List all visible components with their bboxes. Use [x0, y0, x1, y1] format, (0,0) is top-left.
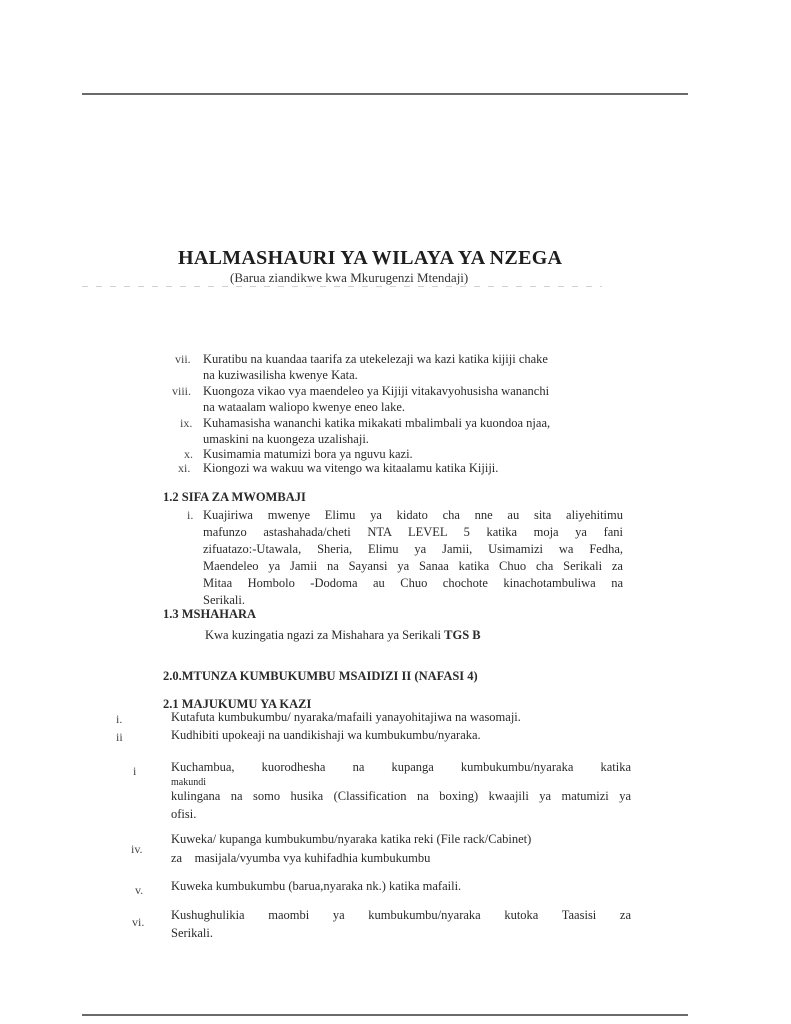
- list-item: Kudhibiti upokeaji na uandikishaji wa kumbukumbu/nyaraka.: [171, 728, 481, 742]
- scan-artifact-line: [82, 286, 602, 287]
- list-item: Kiongozi wa wakuu wa vitengo wa kitaalamu katika Kijiji.: [203, 461, 499, 475]
- section-heading: 2.1 MAJUKUMU YA KAZI: [163, 697, 312, 711]
- section-heading: 1.3 MSHAHARA: [163, 607, 257, 621]
- list-item: Kuchambua, kuorodhesha na kupanga kumbukumbu/nyaraka katika: [171, 760, 631, 774]
- list-item: Kusimamia matumizi bora ya nguvu kazi.: [203, 447, 413, 461]
- qualification-line: Maendeleo ya Jamii na Sayansi ya Sanaa katika Chuo cha Serikali za: [203, 559, 623, 573]
- qualification-line: Mitaa Hombolo -Dodoma au Chuo chochote kinachotambuliwa na: [203, 576, 623, 590]
- list-number: v.: [135, 883, 144, 897]
- list-item: Kuweka/ kupanga kumbukumbu/nyaraka katika reki (File rack/Cabinet): [171, 832, 532, 846]
- list-item: Kuhamasisha wananchi katika mikakati mbalimbali ya kuondoa njaa,: [203, 416, 551, 430]
- list-number: xi.: [178, 461, 191, 475]
- list-item-continuation: umaskini na kuongeza uzalishaji.: [203, 432, 369, 446]
- list-item: Kuratibu na kuandaa taarifa za utekelezaji wa kazi katika kijiji chake: [203, 352, 548, 366]
- salary-grade: TGS B: [444, 628, 481, 642]
- list-number: i.: [116, 712, 123, 726]
- list-item: Kutafuta kumbukumbu/ nyaraka/mafaili yanayohitajiwa na wasomaji.: [171, 710, 521, 724]
- list-item: Kushughulikia maombi ya kumbukumbu/nyaraka kutoka Taasisi za: [171, 908, 631, 922]
- list-item-continuation: Serikali.: [171, 926, 214, 940]
- qualification-line: Kuajiriwa mwenye Elimu ya kidato cha nne au sita aliyehitimu: [203, 508, 623, 522]
- list-number: vi.: [132, 915, 145, 929]
- list-number: viii.: [172, 384, 192, 398]
- list-number: ix.: [180, 416, 193, 430]
- list-item-continuation: za masijala/vyumba vya kuhifadhia kumbukumbu: [171, 851, 431, 865]
- qualification-line: mafunzo astashahada/cheti NTA LEVEL 5 katika moja ya fani: [203, 525, 623, 539]
- section-heading: 2.0.MTUNZA KUMBUKUMBU MSAIDIZI II (NAFASI 4): [163, 669, 478, 683]
- list-item-continuation: ofisi.: [171, 807, 197, 821]
- list-item-continuation: kulingana na somo husika (Classification na boxing) kwaajili ya matumizi ya: [171, 789, 631, 803]
- list-number: iv.: [131, 842, 143, 856]
- top-rule: [82, 93, 688, 95]
- list-number: i: [133, 764, 137, 778]
- qualification-line: Serikali.: [203, 593, 246, 607]
- section-heading: 1.2 SIFA ZA MWOMBAJI: [163, 490, 306, 504]
- list-item: Kuongoza vikao vya maendeleo ya Kijiji vitakavyohusisha wananchi: [203, 384, 550, 398]
- bottom-rule: [82, 1014, 688, 1016]
- list-item-continuation: na kuziwasilisha kwenye Kata.: [203, 368, 358, 382]
- list-item-continuation: makundi: [171, 777, 206, 788]
- document-subtitle: (Barua ziandikwe kwa Mkurugenzi Mtendaji): [230, 270, 469, 285]
- list-item-continuation: na wataalam waliopo kwenye eneo lake.: [203, 400, 405, 414]
- list-item: Kuweka kumbukumbu (barua,nyaraka nk.) katika mafaili.: [171, 879, 462, 893]
- qualification-line: zifuatazo:-Utawala, Sheria, Elimu ya Jamii, Usimamizi wa Fedha,: [203, 542, 623, 556]
- list-number: vii.: [175, 352, 191, 366]
- list-number: ii: [116, 730, 123, 744]
- list-number: x.: [184, 447, 193, 461]
- list-number: i.: [187, 508, 194, 522]
- document-title: HALMASHAURI YA WILAYA YA NZEGA: [178, 247, 563, 269]
- salary-line: [205, 627, 481, 643]
- salary-text: Kwa kuzingatia ngazi za Mishahara ya Serikali: [205, 628, 442, 642]
